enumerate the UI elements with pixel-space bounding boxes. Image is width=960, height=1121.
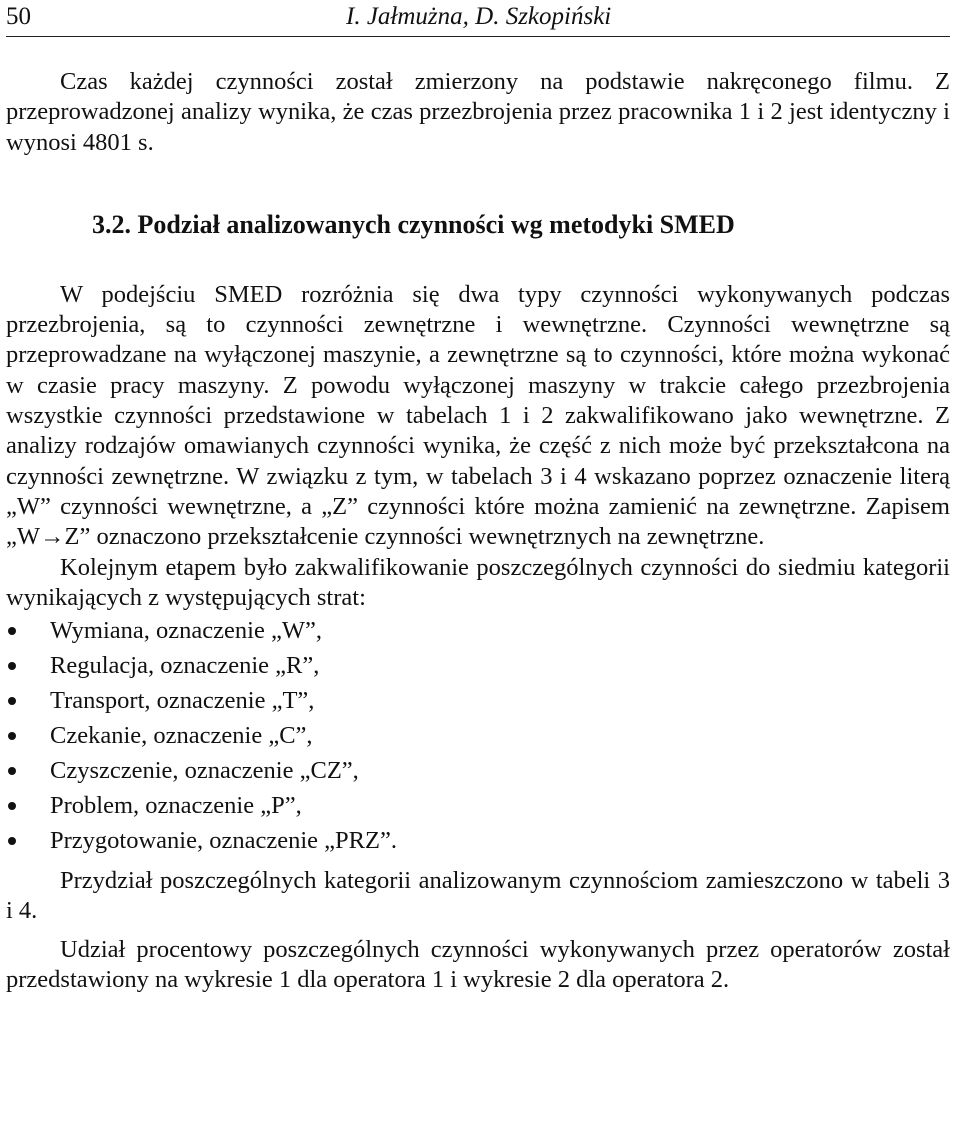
intro-paragraph: Czas każdej czynności został zmierzony na podstawie nakręconego filmu. Z przeprowadzonej analizy wynika, że czas przezbrojenia przez pracownika 1 i 2 jest identyczny i wynosi 4801 s. xyxy=(6,68,950,156)
list-item: Problem, oznaczenie „P”, xyxy=(6,788,950,823)
assignment-paragraph: Przydział poszczególnych kategorii analizowanym czynnościom zamieszczono w tabeli 3 i 4. xyxy=(6,867,950,925)
bullet-icon xyxy=(8,732,16,740)
bullet-icon xyxy=(8,802,16,810)
list-item: Przygotowanie, oznaczenie „PRZ”. xyxy=(6,823,950,858)
section-heading: 3.2. Podział analizowanych czynności wg metodyki SMED xyxy=(92,209,735,239)
loss-categories-list xyxy=(6,613,950,858)
list-item: Regulacja, oznaczenie „R”, xyxy=(6,648,950,683)
bullet-icon xyxy=(8,837,16,845)
bullet-icon xyxy=(8,767,16,775)
bullet-icon xyxy=(8,662,16,670)
bullet-icon xyxy=(8,697,16,705)
list-item: Transport, oznaczenie „T”, xyxy=(6,683,950,718)
list-item: Czekanie, oznaczenie „C”, xyxy=(6,718,950,753)
categories-intro-paragraph: Kolejnym etapem było zakwalifikowanie poszczególnych czynności do siedmiu kategorii wynikających z występujących strat: xyxy=(6,553,950,611)
page-number: 50 xyxy=(6,3,31,30)
list-item: Czyszczenie, oznaczenie „CZ”, xyxy=(6,753,950,788)
bullet-icon xyxy=(8,627,16,635)
smed-paragraph: W podejściu SMED rozróżnia się dwa typy czynności wykonywanych podczas przezbrojenia, są to czynności zewnętrzne i wewnętrzne. Czynności wewnętrzne są przeprowadzane na wyłączonej maszynie, a zewnętrzne są to czynności, które można wykonać w czasie pracy maszyny. Z powodu wyłączonej maszyny w trakcie całego przezbrojenia wszystkie czynności przedstawione w tabelach 1 i 2 zakwalifikowano jako wewnętrzne. Z analizy rodzajów omawianych czynności wynika, że część z nich może być przekształcona na czynności zewnętrzne. W związku z tym, w tabelach 3 i 4 wskazano poprzez oznaczenie literą „W” czynności wewnętrzne, a „Z” czynności które można zamienić na zewnętrzne. Zapisem „W→Z” oznaczono przekształcenie czynności wewnętrznych na zewnętrzne. xyxy=(6,280,950,551)
running-header xyxy=(6,0,950,37)
document-page xyxy=(6,0,950,995)
header-authors: I. Jałmużna, D. Szkopiński xyxy=(346,3,612,30)
list-item: Wymiana, oznaczenie „W”, xyxy=(6,613,950,648)
charts-paragraph: Udział procentowy poszczególnych czynności wykonywanych przez operatorów został przedstawiony na wykresie 1 dla operatora 1 i wykresie 2 dla operatora 2. xyxy=(6,935,950,994)
